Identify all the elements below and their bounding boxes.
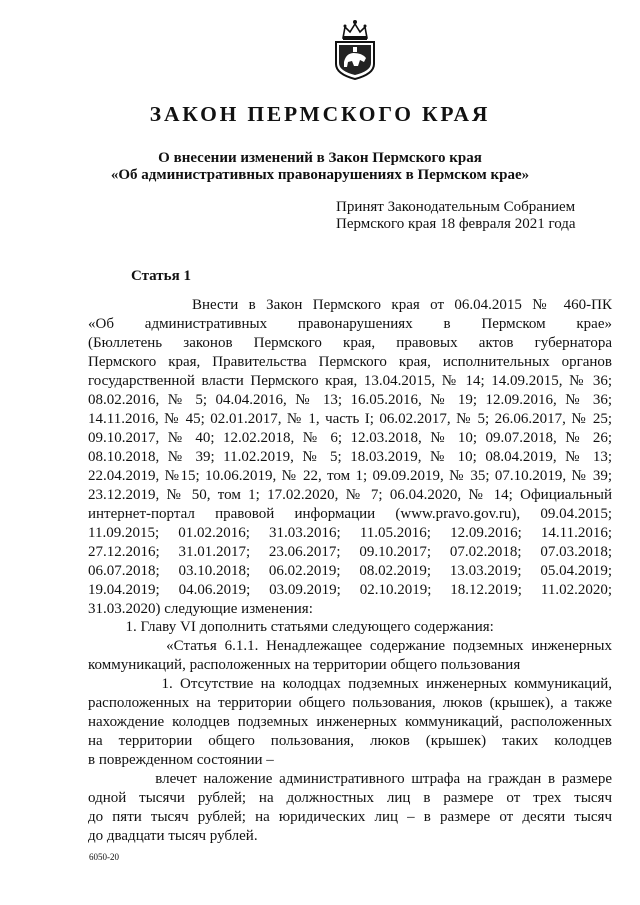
adoption-note-line-2: Пермского края 18 февраля 2021 года [336,216,576,232]
body-line: 08.02.2016, № 5; 04.04.2016, № 13; 16.05.2016, № 19; 12.09.2016, № 36; [88,391,612,408]
body-line: 23.12.2019, № 50, том 1; 17.02.2020, № 7; 06.04.2020, № 14; Официальный [88,486,612,503]
crown-icon [343,20,367,40]
body-line: нахождение колодцев подземных инженерных коммуникаций, расположенных [88,714,612,731]
body-line: коммуникаций, расположенных на территории общего пользования [88,657,521,674]
document-code: 6050-20 [89,852,119,862]
perm-krai-coat-of-arms-emblem [330,18,380,80]
body-line: «Статья 6.1.1. Ненадлежащее содержание подземных инженерных [88,638,612,655]
body-line: 1. Главу VI дополнить статьями следующего содержания: [88,619,494,636]
adoption-note-line-1: Принят Законодательным Собранием [336,199,576,215]
body-line: Пермского края, Правительства Пермского края, исполнительных органов [88,353,612,370]
body-line: интернет-портал правовой информации (www.pravo.gov.ru), 09.04.2015; [88,505,612,522]
body-line: одной тысячи рублей; на должностных лиц в размере от трех тысяч [88,790,612,807]
law-subtitle-line-1: О внесении изменений в Закон Пермского края [158,150,482,166]
body-line: влечет наложение административного штрафа на граждан в размере [88,771,612,788]
body-line: 06.07.2018; 03.10.2018; 06.02.2019; 08.02.2019; 13.03.2019; 05.04.2019; [88,562,612,579]
bear-shield-icon [336,42,374,79]
article-heading: Статья 1 [131,268,191,284]
body-line: государственной власти Пермского края, 13.04.2015, № 14; 14.09.2015, № 36; [88,372,612,389]
law-subtitle-line-2: «Об административных правонарушениях в Пермском крае» [110,167,530,183]
body-line: 1. Отсутствие на колодцах подземных инженерных коммуникаций, [88,676,612,693]
body-line: до двадцати тысяч рублей. [88,828,258,845]
body-line: на территории общего пользования, люков (крышек) таких колодцев [88,733,612,750]
body-line: Внести в Закон Пермского края от 06.04.2015 № 460-ПК [88,297,612,313]
body-line: 31.03.2020) следующие изменения: [88,600,313,617]
body-line: расположенных на территории общего пользования, люков (крышек), а также [88,695,612,712]
body-line: 09.10.2017, № 40; 12.02.2018, № 6; 12.03.2018, № 10; 09.07.2018, № 26; [88,429,612,446]
body-line: (Бюллетень законов Пермского края, правовых актов губернатора [88,334,612,351]
body-line: 08.10.2018, № 39; 11.02.2019, № 5; 18.03.2019, № 10; 08.04.2019, № 13; [88,448,612,465]
body-line: 27.12.2016; 31.01.2017; 23.06.2017; 09.10.2017; 07.02.2018; 07.03.2018; [88,543,612,560]
body-line: 14.11.2016, № 45; 02.01.2017, № 1, часть I; 06.02.2017, № 5; 26.06.2017, № 25; [88,410,612,427]
body-line: 11.09.2015; 01.02.2016; 31.03.2016; 11.05.2016; 12.09.2016; 14.11.2016; [88,524,612,541]
body-line: 22.04.2019, №15; 10.06.2019, № 22, том 1; 09.09.2019, № 35; 07.10.2019, № 39; [88,467,612,484]
body-line: «Об административных правонарушениях в Пермском крае» [88,315,612,332]
body-line: в поврежденном состоянии – [88,752,274,769]
law-title: ЗАКОН ПЕРМСКОГО КРАЯ [149,102,491,126]
body-line: до пяти тысяч рублей; на юридических лиц – в размере от десяти тысяч [88,809,612,826]
body-line: 19.04.2019; 04.06.2019; 03.09.2019; 02.10.2019; 18.12.2019; 11.02.2020; [88,581,612,598]
